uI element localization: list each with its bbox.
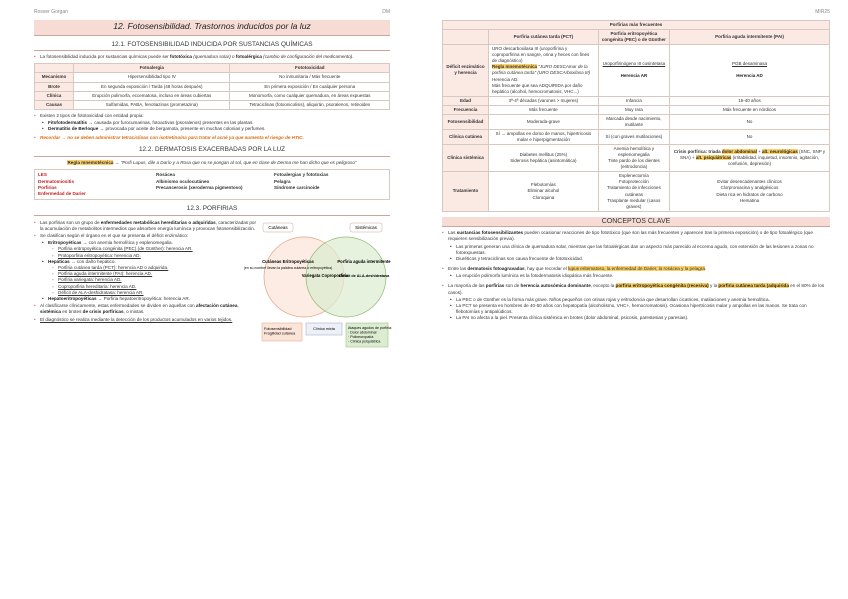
venn-left-main: Cutáneas Eritropoyéticas [262, 258, 314, 264]
phototoxicity-table [34, 63, 390, 109]
t: → "Porfi Lupus, dile a Darío y a Rosa que no se pongan al sol, que en clase de Derma me han dicho que es peligroso" [113, 160, 357, 166]
table-cell: No [670, 129, 830, 144]
venn-middle: Variegata Coproporfiria [301, 272, 349, 278]
table-cell: Anemia hemolítica y esplenomegalia Tinte pardo de los dientes (eritrodoncia) [598, 145, 669, 172]
paragraph [34, 54, 390, 60]
cell-text: Herencia AD [736, 73, 763, 79]
cell-text: + [756, 149, 762, 155]
t: herencia autosómica dominante [520, 283, 591, 289]
table-cell: Erupción polimorfa, eccematosa, incluso en áreas cubiertas [74, 91, 230, 100]
table-cell: Más frecuente [489, 105, 599, 114]
t: lupus eritematoso, la enfermedad de Darier, la rosácea y la pelagra [568, 266, 705, 272]
mnemonic [34, 160, 390, 166]
t: porfiria cutánea tarda (adquirida [718, 283, 789, 289]
table-cell: Mecanismo [35, 73, 74, 82]
table-cell: Infancia [598, 96, 669, 105]
column-header: Porfiria eritropoyética congénita (PEC) o de Günther [598, 30, 669, 45]
page-header [442, 0, 830, 20]
cell-text: alt. psiquiátricas [695, 155, 732, 161]
paragraph: • La PEC o de Günther es la forma más grave. Niños pequeños con orinas rojas y eritrodoncia que desarrollan cicatrices, mutilaciones y anemia hemolítica. [442, 297, 830, 303]
cell-text: (SNC, SNP y SNA) + [680, 149, 826, 161]
table-cell: 15-40 años [670, 96, 830, 105]
cell-text: Herencia AD. Más frecuente que sea ADQUIRIDA por daño hepático (alcohol, hemocromatosis, VHC...) [492, 76, 583, 94]
column-header [35, 64, 74, 73]
table-cell: Hipersensibilidad tipo IV [74, 73, 230, 82]
porfirias-text [34, 219, 258, 359]
table-cell: Más frecuente en nórdicos [670, 105, 830, 114]
section-title: 12.2. DERMATOSIS EXACERBADAS POR LA LUZ [34, 146, 390, 157]
paragraph: • Las primeras generan una clínica de quemadura solar, mientras que las fotoalérgicas dan un aspecto más parecido al eccema agudo, con extensión de las lesiones a zonas no fotoexpuestas. [442, 244, 830, 256]
right-page [424, 0, 848, 599]
row-header: Clínica cutánea [443, 129, 489, 144]
cell-text: PGB desaminasa [731, 61, 768, 67]
table-cell: Tetraciclinas (fotoonicolisis), aliquirán, psoralenos, retinoides [230, 100, 390, 109]
t: → no se deben administrar tetraciclinas con isotretinoína para tratar el acné ya que aumenta el riesgo de HTIC. [60, 135, 304, 141]
table-cell: Muy rara [598, 105, 669, 114]
table-row [443, 145, 830, 172]
paragraph: ◦ Coproporfiria hereditaria: herencia AD. [34, 284, 258, 290]
cell-text: Uroporfirinógeno III cosintetasa [602, 61, 666, 67]
key-concepts-title: CONCEPTOS CLAVE [442, 217, 830, 227]
header-tag: DM [382, 9, 390, 15]
t: fototóxica [169, 54, 192, 60]
header-tag: MIR25 [815, 9, 830, 15]
table-cell: No inmunitaria / Más frecuente [230, 73, 390, 82]
table-header-row [443, 30, 830, 45]
mnemonic-text: "JURO DESCAmar de la porfiria cutánea tarda" (URO DESCArboxilasa III) [492, 64, 591, 76]
table-row [443, 105, 830, 114]
t: , excepto la [590, 283, 616, 289]
table-cell: Diabetes mellitus (25%) Siderosis hepática (asintomática) [489, 145, 599, 172]
table-cell: Moderada-grave [489, 114, 599, 129]
paragraph: ◦ Porfiria variegata: herencia AD. [34, 277, 258, 283]
t: → Porfiria hepatoeritropoyética: herencia AR. [96, 295, 190, 301]
text-line: · Clínica psiquiátrica [348, 339, 381, 344]
t: Las [448, 230, 457, 236]
table-header-row [35, 64, 390, 73]
col: LES Dermatomiositis Porfirias Enfermedad de Darier [38, 172, 86, 196]
t: . [704, 266, 707, 272]
t: Entre las [448, 266, 468, 272]
table-cell: Evitar desencadenantes clínicos Clorpromacina y analgésicos Dieta rica en hidratos de carbono Hematina [670, 172, 830, 211]
table-cell: 3ª-4ª décadas (varones > mujeres) [489, 96, 599, 105]
t: y la [708, 283, 719, 289]
column-header [443, 30, 489, 45]
table-cell: Esplenectomía Fotoprotección Tratamiento de infecciones cutáneas Trasplante medular (casos graves) [598, 172, 669, 211]
text-line: · Dolor abdominal [348, 330, 377, 335]
t: , hay que recordar el [524, 266, 569, 272]
column-header: Fototoxicidad [230, 64, 390, 73]
t: porfiria eritropoyética congénita (recesiva) [615, 283, 709, 289]
table-cell [598, 45, 669, 97]
t: , caracterizadas por la acumulación de metabolitos intermedios que absorben energía lumínica y provocan fotosensibilización. [40, 219, 257, 231]
cell-text: URO descarboxilasa III (uroporfirina y coproporfirina en sangre, orina y heces con fines de diagnóstico) [492, 46, 590, 64]
porfiria-venn-diagram [243, 219, 392, 359]
column-header: Fotoalergia [74, 64, 230, 73]
paragraph [34, 296, 258, 302]
t: (quemadura solar) o [191, 54, 236, 60]
row-header: Tratamiento [443, 172, 489, 211]
table-row [443, 129, 830, 144]
text-line: Fragilidad cutánea [264, 331, 296, 336]
warning [34, 135, 390, 141]
t: , o mixtas. [123, 309, 145, 315]
text-line: Fotosensibilidad [264, 326, 292, 331]
mnemonic-label: Regla mnemotécnica [492, 64, 538, 70]
paragraph: ◦ Porfiria aguda intermitente (PAI): herencia AD. [34, 271, 258, 277]
t: → con anemia hemolítica y esplenomegalia. [81, 240, 173, 246]
table-row [443, 114, 830, 129]
row-header: Clínica sistémica [443, 145, 489, 172]
t: → causada por furocumarinas, fotoactivas (psoralenos) presentes en las plantas. [87, 119, 254, 125]
paragraph: • Diuréticos y tetraciclinas son causa frecuente de fototoxicidad. [442, 256, 830, 262]
t: Las porfirias son un grupo de [40, 219, 101, 225]
table-cell: Marcada desde nacimiento, mutilante [598, 114, 669, 129]
table-cell: En segunda exposición / Tarda (48 horas después) [74, 82, 230, 91]
t: Regla mnemotécnica [67, 160, 114, 166]
col: Rosácea Albinismo oculocutáneo Precancerosis (xeroderma pigmentoso) [156, 172, 243, 190]
cell-text: alt. neurológicas [761, 149, 798, 155]
paragraph: ◦ Protoporfiria eritropoyética: herencia AD. [34, 253, 258, 259]
author: Rosser Gorgan [34, 9, 68, 15]
paragraph: ◦ Porfiria cutánea tarda (PCT): herencia AD o adquirida. [34, 265, 258, 271]
table-row [35, 73, 390, 82]
t: en brotes [60, 309, 83, 315]
venn-right-main: Porfiria aguda intermitente [337, 258, 391, 264]
table-cell: Flebotomías Eliminar alcohol Cloroquina [489, 172, 599, 211]
t: Recordar [40, 135, 61, 141]
paragraph [34, 303, 258, 315]
paragraph: • La PAI no afecta a la piel. Presenta clínica sistémica en brotes (dolor abdominal, psicosis, parestesias y paresias). [442, 315, 830, 321]
paragraph [442, 266, 830, 272]
text-line: · Polineuropatía [348, 334, 374, 339]
table-row [443, 96, 830, 105]
t: sustancias fotosensibilizantes [456, 230, 524, 236]
table-cell: No [670, 114, 830, 129]
section-title: 12.1. FOTOSENSIBILIDAD INDUCIDA POR SUSTANCIAS QUÍMICAS [34, 41, 390, 52]
row-header: Frecuencia [443, 105, 489, 114]
paragraph: ◦ Porfiria eritropoyética congénita (PEC) (de Günther): herencia AR. [34, 246, 258, 252]
table-row [443, 45, 830, 97]
column-header: Porfiria aguda intermitente (PAI) [670, 30, 830, 45]
venn-left-sub: (en su nombre llevan la palabra cutánea o eritropoyética) [243, 265, 333, 270]
t: sistémica [40, 309, 61, 315]
table-title-row [443, 21, 830, 30]
table-cell: Brote [35, 82, 74, 91]
table-row [35, 82, 390, 91]
paragraph [34, 126, 390, 132]
t: Hepáticas [48, 258, 70, 264]
row-header: Fotosensibilidad [443, 114, 489, 129]
row-header: Déficit enzimático y herencia [443, 45, 489, 97]
table-row [35, 100, 390, 109]
t: La mayoría de las [448, 283, 486, 289]
dermatosis-box [34, 169, 390, 200]
table-row [443, 172, 830, 211]
chapter-title: 12. Fotosensibilidad. Trastornos inducidos por la luz [34, 20, 390, 36]
t: Fitofotodermatitis [48, 119, 88, 125]
table-cell: Clínica [35, 91, 74, 100]
paragraph: • El diagnóstico se realiza mediante la detección de los productos acumulados en varios tejidos. [34, 317, 258, 323]
venn-left-title: Cutáneas [268, 224, 288, 230]
table-cell: En primera exposición / En cualquier persona [230, 82, 390, 91]
table-cell: Sí → ampollas en dorso de manos, hipertricosis malar e hiperpigmentación [489, 129, 599, 144]
t: enfermedades metabólicas hereditarias o adquiridas [100, 219, 216, 225]
venn-right-title: Sistémicas [355, 224, 377, 230]
t: , [237, 303, 239, 309]
t: afectación cutánea [196, 303, 238, 309]
t: son de [504, 283, 521, 289]
table-cell [489, 45, 599, 97]
t: (cambio de configuración del medicamento). [261, 54, 354, 60]
t: pueden ocasionar reacciones de tipo fototóxico (que son las más frecuentes y aparecen tras la primera exposición) o de tipo fotoalérgico (que requieren sensibilización previa). [448, 230, 813, 242]
table-cell [670, 145, 830, 172]
box-left-text [264, 327, 296, 336]
table-cell: Monomorfa, como cualquier quemadura, en áreas expuestas [230, 91, 390, 100]
paragraph: • La erupción polimorfa lumínica es la fotodermatosis idiopática más frecuente. [442, 273, 830, 279]
text-line: Ataques agudos de porfiria: [348, 325, 392, 330]
cell-text: (irritabilidad, inquietud, insomnio, agitación, confusión, depresión) [727, 155, 819, 167]
table-title: Porfirias más frecuentes [443, 21, 830, 30]
table-cell: Sí (con graves mutilaciones) [598, 129, 669, 144]
t: de crisis porfíricas [82, 309, 124, 315]
t: Dermatitis de Berloque [48, 126, 99, 132]
venn-right-sub: Déficit de ALA-deshidratasa [338, 273, 390, 278]
paragraph [442, 283, 830, 295]
t: Al clasificarse clínicamente, estas enfermedades se dividen en aquellas con [40, 303, 197, 309]
t: fotoalérgica [235, 54, 262, 60]
paragraph [442, 230, 830, 242]
table-cell: Causas [35, 100, 74, 109]
t: dermatosis fotoagravadas [467, 266, 525, 272]
cell-text: Herencia AR [620, 73, 648, 79]
col: Fotoalergias y fototoxias Pelagra Síndrome carcinoide [274, 172, 329, 190]
t: en el 80% de los casos). [448, 283, 825, 295]
t: → provocada por aceite de bergamota, presente en muchas colonias y perfumes. [98, 126, 266, 132]
paragraph: • Se clasifican según el órgano en el que se presenta el déficit enzimático: [34, 233, 258, 239]
porfirias-table [442, 20, 830, 212]
table-row [35, 91, 390, 100]
paragraph [34, 220, 258, 232]
column-header: Porfiria cutánea tarda (PCT) [489, 30, 599, 45]
row-header: Edad [443, 96, 489, 105]
box-mid-text: Clínica mixta [313, 326, 335, 331]
porfirias-block [34, 219, 390, 359]
cell-text: Crisis porfírica: triada [673, 149, 722, 155]
table-cell: Sulfamidas, PABA, fenotiazinas (prometazina) [74, 100, 230, 109]
section-title: 12.3. PORFIRIAS [34, 205, 390, 216]
t: Eritropoyéticas [48, 240, 82, 246]
paragraph: ◦ Déficit de ALA-deshidratasa: herencia AR. [34, 290, 258, 296]
t: Hepatoeritropoyéticas [48, 295, 97, 301]
t: → con daño hepático. [69, 258, 116, 264]
cell-text: dolor abdominal [721, 149, 757, 155]
paragraph: • Existen 2 tipos de fototoxicidad con entidad propia: [34, 113, 390, 119]
t: La fotosensibilidad inducida por sustancias químicas puede ser [40, 54, 170, 60]
paragraph: • La PCT se presenta en hombres de 40-50 años con hepatopatía (alcoholismo, VHC+, hemocromatosis). Ocasiona hipertricosis malar y ampollas en las manos. Se trata con flebotomías y antipalúdicos. [442, 303, 830, 315]
table-cell [670, 45, 830, 97]
page-header [34, 0, 390, 20]
t: porfirias [485, 283, 505, 289]
